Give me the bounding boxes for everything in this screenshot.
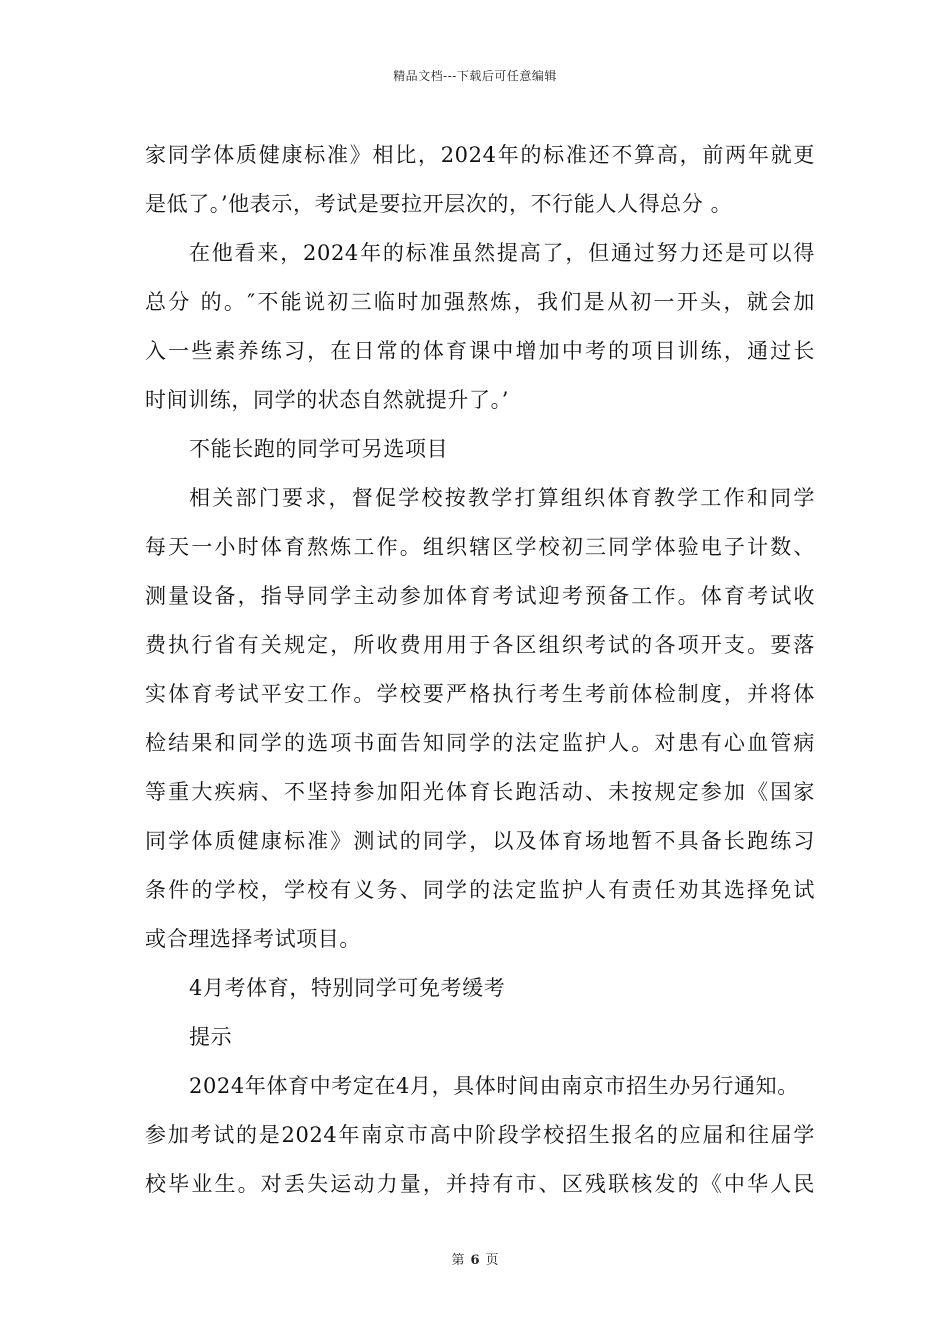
body-line: 测量设备，指导同学主动参加体育考试迎考预备工作。体育考试收 (145, 584, 815, 608)
body-line: 2024年体育中考定在4月，具体时间由南京市招生办另行通知。 (189, 1074, 799, 1098)
body-line: 费执行省有关规定，所收费用用于各区组织考试的各项开支。要落 (145, 633, 815, 657)
body-line: 检结果和同学的选项书面告知同学的法定监护人。对患有心血管病 (145, 731, 815, 755)
body-line: 校毕业生。对丢失运动力量，并持有市、区残联核发的《中华人民 (145, 1172, 815, 1196)
page-footer (0, 1249, 950, 1268)
body-line: 等重大疾病、不坚持参加阳光体育长跑活动、未按规定参加《国家 (145, 780, 815, 804)
section-heading: 不能长跑的同学可另选项目 (189, 437, 449, 461)
footer-prefix: 第 (451, 1253, 465, 1268)
body-line: 入一些素养练习，在日常的体育课中增加中考的项目训练，通过长 (145, 339, 815, 363)
body-line: 是低了。’他表示，考试是要拉开层次的，不行能人人得总分 。 (145, 192, 733, 216)
body-line: 在他看来，2024年的标准虽然提高了，但通过努力还是可以得 (189, 241, 815, 265)
body-line: 时间训练，同学的状态自然就提升了。’ (145, 388, 509, 412)
body-line: 相关部门要求，督促学校按教学打算组织体育教学工作和同学 (189, 486, 815, 510)
document-body (145, 131, 815, 1209)
body-line: 或合理选择考试项目。 (145, 927, 361, 951)
footer-suffix: 页 (485, 1253, 499, 1268)
body-line: 参加考试的是2024年南京市高中阶段学校招生报名的应届和往届学 (145, 1123, 815, 1147)
body-line: 同学体质健康标准》测试的同学，以及体育场地暂不具备长跑练习 (145, 829, 815, 853)
section-heading: 提示 (189, 1025, 233, 1049)
page-header (0, 67, 950, 84)
section-heading: 4月考体育，特别同学可免考缓考 (189, 976, 506, 1000)
body-line: 每天一小时体育熬炼工作。组织辖区学校初三同学体验电子计数、 (145, 535, 815, 559)
body-line: 家同学体质健康标准》相比，2024年的标准还不算高，前两年就更 (145, 143, 815, 167)
body-line: 总分 的。″不能说初三临时加强熬炼，我们是从初一开头，就会加 (145, 290, 815, 314)
body-line: 实体育考试平安工作。学校要严格执行考生考前体检制度，并将体 (145, 682, 815, 706)
page-number: 6 (470, 1253, 480, 1268)
body-line: 条件的学校，学校有义务、同学的法定监护人有责任劝其选择免试 (145, 878, 815, 902)
header-text: 精品文档---下载后可任意编辑 (393, 69, 557, 83)
